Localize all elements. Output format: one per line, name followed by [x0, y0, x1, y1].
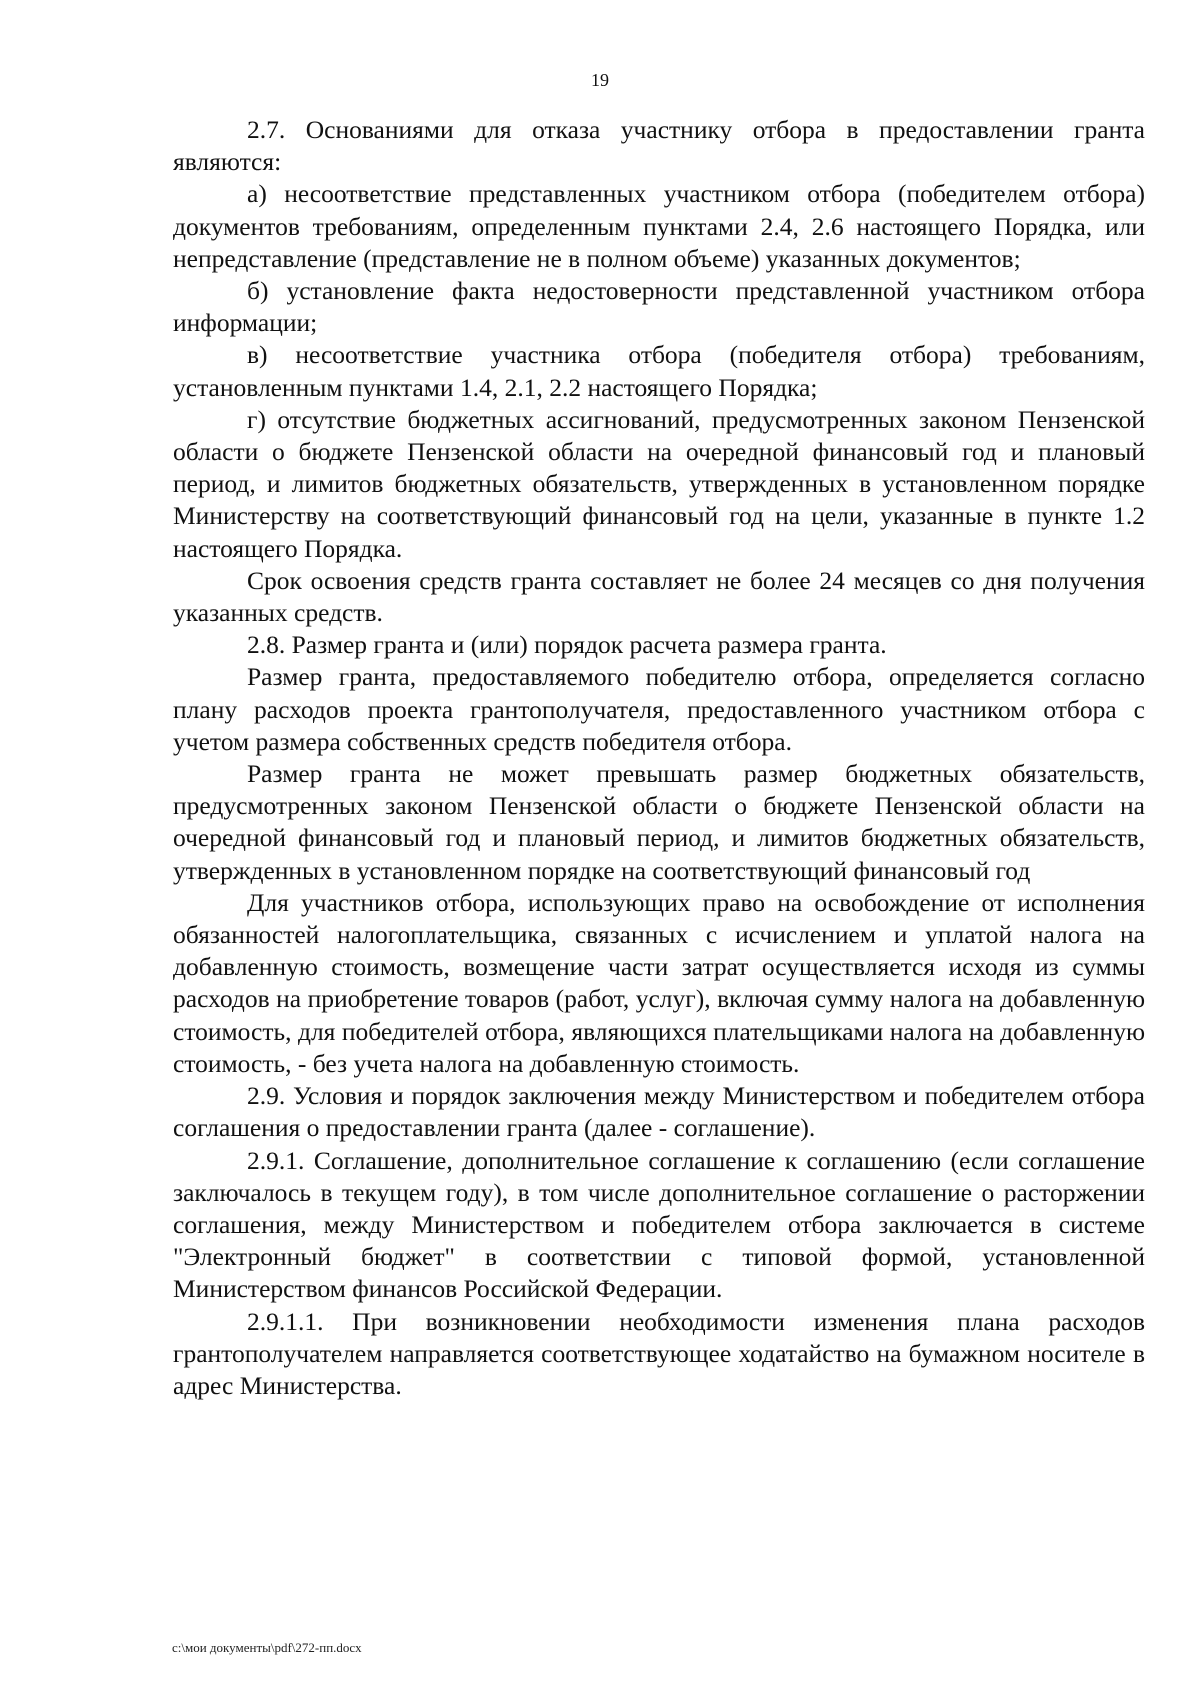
paragraph-grant-term: Срок освоения средств гранта составляет не более 24 месяцев со дня получения указанных средств.: [173, 565, 1145, 628]
paragraph-2-7-v: в) несоответствие участника отбора (победителя отбора) требованиям, установленным пунктами 1.4, 2.1, 2.2 настоящего Порядка;: [173, 340, 1145, 402]
document-body: [173, 114, 1145, 1402]
paragraph-2-7-b: б) установление факта недостоверности представленной участником отбора информации;: [173, 276, 1145, 338]
paragraph-2-9: 2.9. Условия и порядок заключения между Министерством и победителем отбора соглашения о предоставлении гранта (далее - соглашение).: [173, 1081, 1145, 1143]
paragraph-2-8: 2.8. Размер гранта и (или) порядок расчета размера гранта.: [247, 630, 887, 660]
paragraph-2-7-g: г) отсутствие бюджетных ассигнований, предусмотренных законом Пензенской области о бюджете Пензенской области на очередной финансовый год и плановый период, и лимитов бюджетных обязательств, утвержденных в установленном порядке Министерству на соответствующий финансовый год на цели, указанные в пункте 1.2 настоящего Порядка.: [173, 404, 1145, 563]
paragraph-2-9-1-1: 2.9.1.1. При возникновении необходимости изменения плана расходов грантополучателем направляется соответствующее ходатайство на бумажном носителе в адрес Министерства.: [173, 1306, 1145, 1400]
footer-file-path: c:\мои документы\pdf\272-пп.docx: [172, 1640, 362, 1655]
page-number: 19: [591, 70, 609, 90]
paragraph-grant-size: Размер гранта, предоставляемого победителю отбора, определяется согласно плану расходов проекта грантополучателя, предоставленного участником отбора с учетом размера собственных средств победителя отбора.: [173, 662, 1145, 756]
paragraph-vat: Для участников отбора, использующих право на освобождение от исполнения обязанностей налогоплательщика, связанных с исчислением и уплатой налога на добавленную стоимость, возмещение части затрат осуществляется исходя из суммы расходов на приобретение товаров (работ, услуг), включая сумму налога на добавленную стоимость, для победителей отбора, являющихся плательщиками налога на добавленную стоимость, - без учета налога на добавленную стоимость.: [173, 887, 1145, 1078]
paragraph-2-7-a: а) несоответствие представленных участником отбора (победителем отбора) документов требованиям, определенным пунктами 2.4, 2.6 настоящего Порядка, или непредставление (представление не в полном объеме) указанных документов;: [173, 179, 1145, 273]
paragraph-2-7: 2.7. Основаниями для отказа участнику отбора в предоставлении гранта являются:: [173, 115, 1145, 177]
paragraph-2-9-1: 2.9.1. Соглашение, дополнительное соглашение к соглашению (если соглашение заключалось в текущем году), в том числе дополнительное соглашение о расторжении соглашения, между Министерством и победителем отбора заключается в системе "Электронный бюджет" в соответствии с типовой формой, установленной Министерством финансов Российской Федерации.: [173, 1145, 1145, 1304]
paragraph-grant-limit: Размер гранта не может превышать размер бюджетных обязательств, предусмотренных законом Пензенской области о бюджете Пензенской области на очередной финансовый год и плановый период, и лимитов бюджетных обязательств, утвержденных в установленном порядке на соответствующий финансовый год: [173, 759, 1145, 885]
